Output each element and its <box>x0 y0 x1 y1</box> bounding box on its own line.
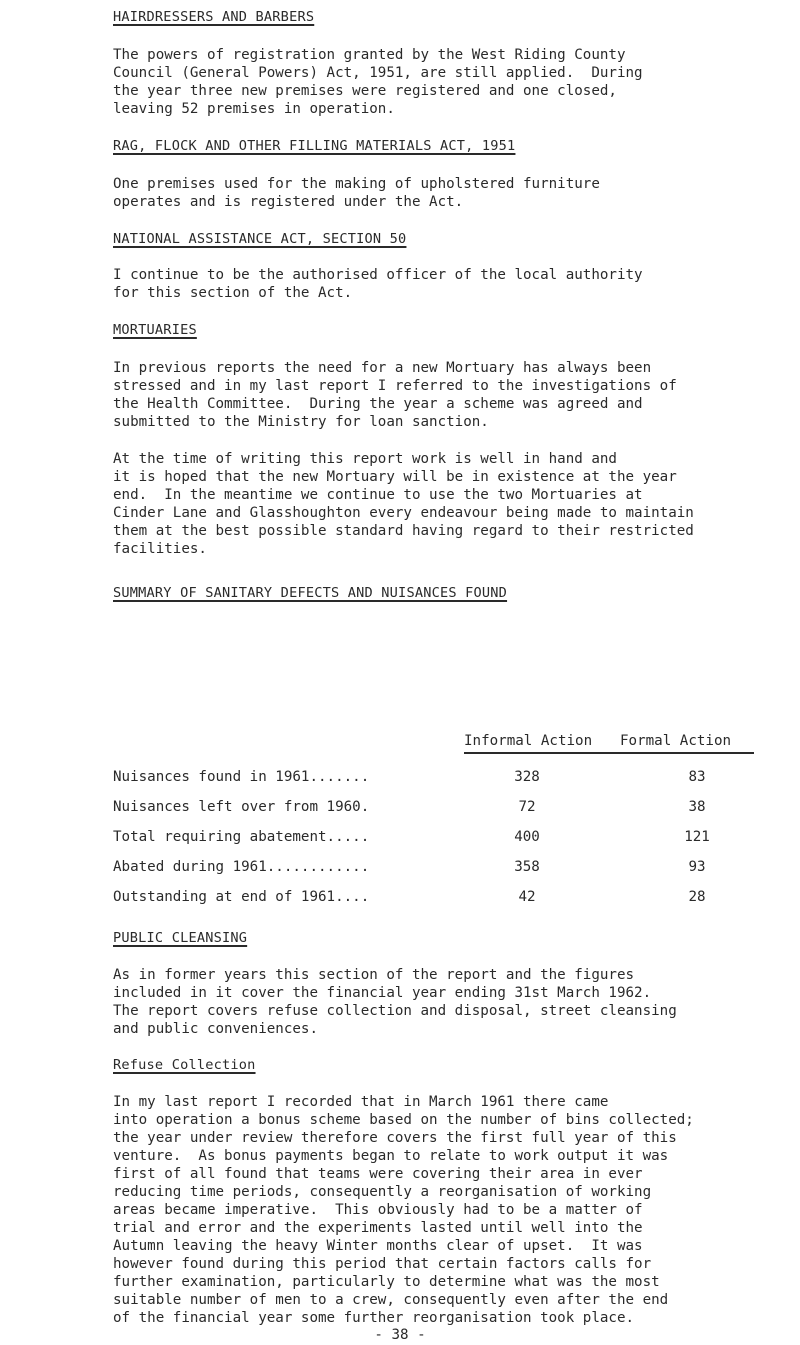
table-row <box>113 888 753 908</box>
informal-value: 358 <box>514 859 540 875</box>
rag-flock-line-1: One premises used for the making of upholstered furniture <box>113 176 600 192</box>
mortuaries-p2-line-5: them at the best possible standard having regard to their restricted <box>113 523 694 539</box>
table-row <box>113 798 753 818</box>
formal-value: 93 <box>688 859 706 875</box>
refuse-line-3: the year under review therefore covers the first full year of this <box>113 1130 677 1146</box>
refuse-line-4: venture. As bonus payments began to relate to work output it was <box>113 1148 669 1164</box>
mortuaries-p1-line-3: the Health Committee. During the year a scheme was agreed and <box>113 396 643 412</box>
mortuaries-p2-line-2: it is hoped that the new Mortuary will be in existence at the year <box>113 469 677 485</box>
row-label: Nuisances found in 1961....... <box>113 769 370 785</box>
refuse-line-11: further examination, particularly to determine what was the most <box>113 1274 660 1290</box>
mortuaries-p2-line-1: At the time of writing this report work is well in hand and <box>113 451 617 467</box>
public-cleansing-line-2: included in it cover the financial year ending 31st March 1962. <box>113 985 652 1001</box>
table-row <box>113 828 753 848</box>
rag-flock-line-2: operates and is registered under the Act. <box>113 194 464 210</box>
mortuaries-p1-line-2: stressed and in my last report I referred to the investigations of <box>113 378 677 394</box>
hairdressers-line-4: leaving 52 premises in operation. <box>113 101 395 117</box>
row-label: Nuisances left over from 1960. <box>113 799 370 815</box>
refuse-line-12: suitable number of men to a crew, consequently even after the end <box>113 1292 669 1308</box>
heading-public-cleansing: PUBLIC CLEANSING <box>113 930 248 946</box>
hairdressers-line-1: The powers of registration granted by the West Riding County <box>113 47 626 63</box>
public-cleansing-line-3: The report covers refuse collection and disposal, street cleansing <box>113 1003 677 1019</box>
row-label: Total requiring abatement..... <box>113 829 370 845</box>
mortuaries-p2-line-3: end. In the meantime we continue to use the two Mortuaries at <box>113 487 643 503</box>
refuse-line-5: first of all found that teams were covering their area in ever <box>113 1166 643 1182</box>
formal-value: 28 <box>688 889 706 905</box>
column-header-informal-action: Informal Action <box>464 733 593 749</box>
heading-national-assistance: NATIONAL ASSISTANCE ACT, SECTION 50 <box>113 231 407 247</box>
national-assistance-line-1: I continue to be the authorised officer of the local authority <box>113 267 643 283</box>
heading-refuse-collection: Refuse Collection <box>113 1057 256 1073</box>
refuse-line-9: Autumn leaving the heavy Winter months clear of upset. It was <box>113 1238 643 1254</box>
refuse-line-7: areas became imperative. This obviously had to be a matter of <box>113 1202 643 1218</box>
table-row <box>113 858 753 878</box>
informal-value: 42 <box>518 889 536 905</box>
mortuaries-p1-line-1: In previous reports the need for a new Mortuary has always been <box>113 360 652 376</box>
formal-value: 38 <box>688 799 706 815</box>
informal-value: 328 <box>514 769 540 785</box>
informal-value: 72 <box>518 799 536 815</box>
heading-rag-flock-act: RAG, FLOCK AND OTHER FILLING MATERIALS ACT, 1951 <box>113 138 516 154</box>
refuse-line-10: however found during this period that certain factors calls for <box>113 1256 652 1272</box>
hairdressers-line-3: the year three new premises were registered and one closed, <box>113 83 617 99</box>
refuse-line-2: into operation a bonus scheme based on the number of bins collected; <box>113 1112 694 1128</box>
column-header-formal-action: Formal Action <box>620 733 732 749</box>
mortuaries-p2-line-6: facilities. <box>113 541 207 557</box>
formal-value: 83 <box>688 769 706 785</box>
page-number: - 38 - <box>374 1327 426 1343</box>
row-label: Abated during 1961............ <box>113 859 370 875</box>
formal-value: 121 <box>684 829 710 845</box>
hairdressers-line-2: Council (General Powers) Act, 1951, are still applied. During <box>113 65 643 81</box>
column-header-rule <box>464 752 754 754</box>
refuse-line-6: reducing time periods, consequently a reorganisation of working <box>113 1184 652 1200</box>
heading-hairdressers-barbers: HAIRDRESSERS AND BARBERS <box>113 9 315 25</box>
mortuaries-p2-line-4: Cinder Lane and Glasshoughton every endeavour being made to maintain <box>113 505 694 521</box>
refuse-line-13: of the financial year some further reorganisation took place. <box>113 1310 635 1326</box>
table-row <box>113 768 753 788</box>
row-label: Outstanding at end of 1961.... <box>113 889 370 905</box>
refuse-line-8: trial and error and the experiments lasted until well into the <box>113 1220 643 1236</box>
public-cleansing-line-4: and public conveniences. <box>113 1021 318 1037</box>
mortuaries-p1-line-4: submitted to the Ministry for loan sanction. <box>113 414 489 430</box>
public-cleansing-line-1: As in former years this section of the report and the figures <box>113 967 635 983</box>
heading-mortuaries: MORTUARIES <box>113 322 197 338</box>
refuse-line-1: In my last report I recorded that in March 1961 there came <box>113 1094 609 1110</box>
heading-summary-sanitary-defects: SUMMARY OF SANITARY DEFECTS AND NUISANCES FOUND <box>113 585 508 601</box>
informal-value: 400 <box>514 829 540 845</box>
national-assistance-line-2: for this section of the Act. <box>113 285 353 301</box>
